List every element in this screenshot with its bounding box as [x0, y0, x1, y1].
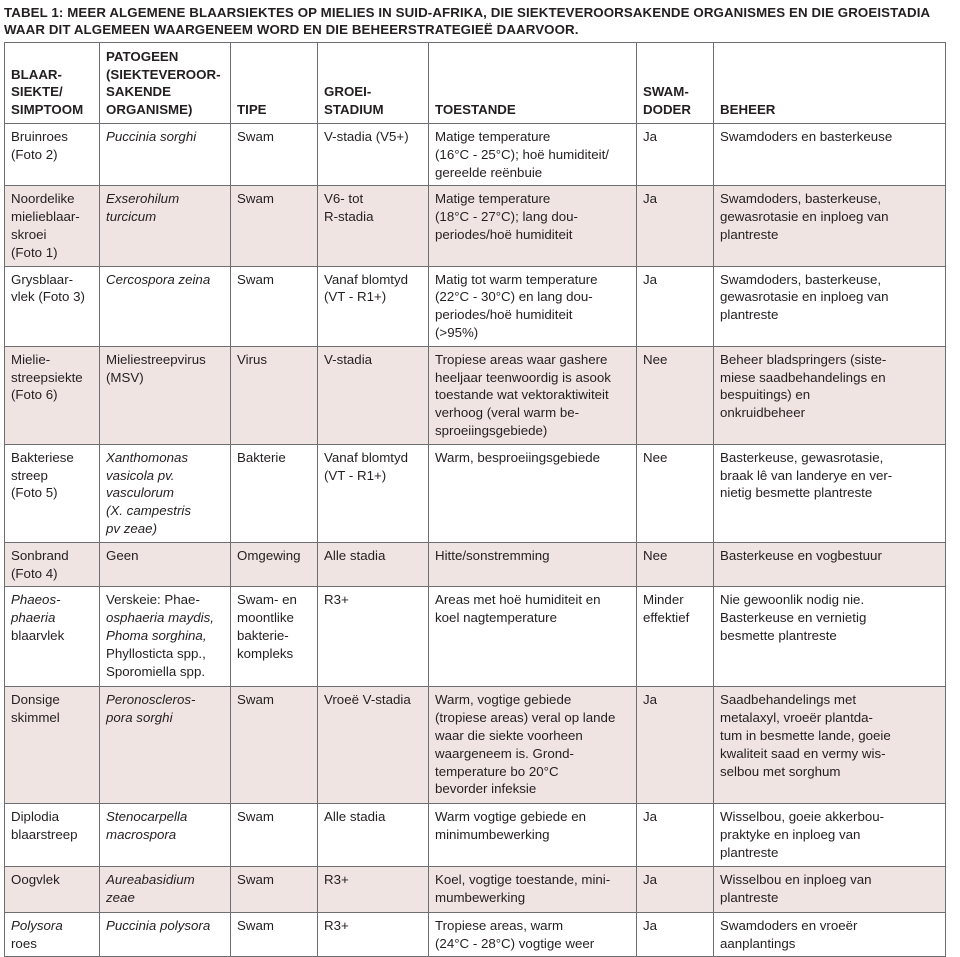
- cell-text: sproeiingsgebiede): [435, 422, 548, 438]
- cell-text: onkruidbeheer: [720, 405, 806, 421]
- header-text: SIEKTE/: [11, 84, 63, 100]
- cell-text: (VT - R1+): [324, 467, 387, 483]
- cell-text: Ja: [643, 271, 658, 287]
- cell-text: Xanthomonas: [106, 449, 189, 465]
- cell-text: gewasrotasie en inploeg van: [720, 289, 889, 305]
- cell-text: Basterkeuse en vogbestuur: [720, 547, 882, 563]
- cell-pathogen: [100, 866, 231, 912]
- cell-type: [231, 186, 318, 266]
- header-text: PATOGEEN: [106, 48, 179, 64]
- cell-text: osphaeria maydis,: [106, 610, 214, 626]
- cell-text: (24°C - 28°C) vogtige weer: [435, 935, 595, 951]
- cell-text: Warm, vogtige gebiede: [435, 692, 572, 708]
- cell-control: [714, 804, 946, 866]
- cell-text: Vroeë V-stadia: [324, 692, 411, 708]
- cell-fungicide: [637, 186, 714, 266]
- header-type: [231, 43, 318, 124]
- cell-fungicide: [637, 866, 714, 912]
- cell-text: braak lê van landerye en ver-: [720, 467, 893, 483]
- cell-text: vasicola pv.: [106, 467, 175, 483]
- cell-text: besmette plantreste: [720, 627, 837, 643]
- cell-text: Ja: [643, 917, 658, 933]
- cell-conditions: [429, 804, 637, 866]
- cell-pathogen: [100, 804, 231, 866]
- cell-text: Ja: [643, 191, 658, 207]
- cell-disease: [5, 866, 100, 912]
- cell-text: mumbewerking: [435, 889, 526, 905]
- cell-text: bevorder infeksie: [435, 781, 537, 797]
- cell-text: phaeria: [11, 610, 56, 626]
- cell-text: (VT - R1+): [324, 289, 387, 305]
- cell-text: Sporomiella spp.: [106, 663, 206, 679]
- cell-text: pora sorghi: [106, 710, 173, 726]
- cell-text: R3+: [324, 871, 349, 887]
- cell-text: plantreste: [720, 226, 779, 242]
- cell-stage: [318, 346, 429, 444]
- cell-control: [714, 266, 946, 346]
- cell-text: Virus: [237, 351, 268, 367]
- cell-text: Polysora: [11, 917, 63, 933]
- cell-text: Swam: [237, 871, 274, 887]
- table-row: [5, 124, 946, 186]
- cell-pathogen: [100, 266, 231, 346]
- cell-text: heeljaar teenwoordig is asook: [435, 369, 611, 385]
- cell-text: Cercospora zeina: [106, 271, 211, 287]
- cell-text: Phyllosticta spp.,: [106, 645, 206, 661]
- cell-text: V-stadia: [324, 351, 373, 367]
- cell-type: [231, 866, 318, 912]
- cell-pathogen: [100, 912, 231, 957]
- cell-text: Exserohilum: [106, 191, 180, 207]
- cell-text: gewasrotasie en inploeg van: [720, 209, 889, 225]
- cell-conditions: [429, 542, 637, 587]
- cell-text: Geen: [106, 547, 139, 563]
- cell-text: aanplantings: [720, 935, 796, 951]
- header-text: (SIEKTEVEROOR-: [106, 66, 221, 82]
- cell-text: Basterkeuse, gewasrotasie,: [720, 449, 884, 465]
- cell-text: turcicum: [106, 209, 157, 225]
- cell-text: Saadbehandelings met: [720, 692, 857, 708]
- cell-text: Vanaf blomtyd: [324, 449, 409, 465]
- cell-stage: [318, 266, 429, 346]
- cell-text: Ja: [643, 871, 658, 887]
- header-text: BLAAR-: [11, 66, 62, 82]
- cell-text: Tropiese areas waar gashere: [435, 351, 608, 367]
- cell-text: temperature bo 20°C: [435, 763, 559, 779]
- cell-text: koel nagtemperature: [435, 610, 557, 626]
- cell-conditions: [429, 687, 637, 804]
- cell-stage: [318, 804, 429, 866]
- cell-text: tum in besmette lande, goeie: [720, 727, 891, 743]
- cell-text: R-stadia: [324, 209, 374, 225]
- cell-text: Ja: [643, 809, 658, 825]
- cell-text: verhoog (veral warm be-: [435, 405, 580, 421]
- cell-pathogen: [100, 542, 231, 587]
- cell-text: Bruinroes: [11, 129, 68, 144]
- cell-text: Beheer bladspringers (siste-: [720, 351, 887, 367]
- table-header-row: [5, 43, 946, 124]
- cell-text: Warm vogtige gebiede en: [435, 809, 587, 825]
- cell-text: Swam: [237, 917, 274, 933]
- cell-disease: [5, 542, 100, 587]
- cell-disease: [5, 124, 100, 186]
- header-pathogen: [100, 43, 231, 124]
- cell-text: Swam- en: [237, 592, 297, 608]
- cell-type: [231, 587, 318, 687]
- header-fungicide: [637, 43, 714, 124]
- cell-text: (MSV): [106, 369, 144, 385]
- header-text: SWAM-: [643, 84, 689, 100]
- cell-stage: [318, 587, 429, 687]
- cell-disease: [5, 444, 100, 542]
- cell-text: vlek (Foto 3): [11, 289, 85, 305]
- cell-type: [231, 687, 318, 804]
- cell-disease: [5, 186, 100, 266]
- cell-conditions: [429, 124, 637, 186]
- cell-text: Peronoscleros-: [106, 692, 196, 708]
- cell-text: Wisselbou, goeie akkerbou-: [720, 809, 885, 825]
- cell-fungicide: [637, 124, 714, 186]
- cell-text: blaarvlek: [11, 627, 65, 643]
- cell-text: zeae: [106, 889, 135, 905]
- cell-text: vasculorum: [106, 485, 174, 501]
- table-row: [5, 542, 946, 587]
- cell-text: mielieblaar-: [11, 209, 80, 225]
- cell-text: Nee: [643, 351, 668, 367]
- cell-text: Basterkeuse en vernietig: [720, 610, 867, 626]
- cell-text: Verskeie: Phae-: [106, 592, 200, 608]
- cell-text: (18°C - 27°C); lang dou-: [435, 209, 578, 225]
- table-row: [5, 444, 946, 542]
- cell-control: [714, 124, 946, 186]
- cell-text: Bakterie: [237, 449, 286, 465]
- cell-text: moontlike: [237, 610, 294, 626]
- cell-text: streep: [11, 467, 48, 483]
- cell-text: waargeneem is. Grond-: [435, 745, 574, 761]
- cell-text: Warm, besproeiingsgebiede: [435, 449, 601, 465]
- cell-text: waar die siekte voorheen: [435, 727, 583, 743]
- cell-text: streepsiekte: [11, 369, 83, 385]
- cell-text: Matige temperature: [435, 129, 551, 144]
- cell-type: [231, 124, 318, 186]
- cell-text: praktyke en inploeg van: [720, 827, 861, 843]
- cell-text: (Foto 2): [11, 146, 58, 162]
- cell-text: nietig besmette plantreste: [720, 485, 873, 501]
- cell-control: [714, 444, 946, 542]
- cell-disease: [5, 912, 100, 957]
- cell-text: Donsige: [11, 692, 60, 708]
- cell-type: [231, 542, 318, 587]
- cell-text: Koel, vogtige toestande, mini-: [435, 871, 611, 887]
- cell-text: roes: [11, 935, 37, 951]
- cell-text: Nie gewoonlik nodig nie.: [720, 592, 865, 608]
- header-text: GROEI-: [324, 84, 372, 100]
- cell-text: minimumbewerking: [435, 827, 550, 843]
- cell-text: (Foto 6): [11, 387, 58, 403]
- cell-text: (Foto 1): [11, 244, 58, 260]
- cell-text: Swam: [237, 271, 274, 287]
- cell-text: Minder: [643, 592, 684, 608]
- header-text: STADIUM: [324, 102, 384, 118]
- cell-text: macrospora: [106, 827, 177, 843]
- cell-pathogen: [100, 186, 231, 266]
- cell-fungicide: [637, 912, 714, 957]
- cell-control: [714, 866, 946, 912]
- header-text: TOESTANDE: [435, 102, 516, 118]
- cell-disease: [5, 587, 100, 687]
- cell-text: Diplodia: [11, 809, 60, 825]
- header-text: SIMPTOOM: [11, 102, 84, 118]
- cell-conditions: [429, 444, 637, 542]
- header-disease: [5, 43, 100, 124]
- table-row: [5, 687, 946, 804]
- cell-fungicide: [637, 266, 714, 346]
- cell-text: R3+: [324, 917, 349, 933]
- cell-text: skimmel: [11, 710, 60, 726]
- cell-text: plantreste: [720, 844, 779, 860]
- table-row: [5, 587, 946, 687]
- cell-control: [714, 542, 946, 587]
- cell-text: bakterie-: [237, 627, 289, 643]
- header-text: SAKENDE: [106, 84, 172, 100]
- cell-text: Puccinia sorghi: [106, 129, 197, 144]
- table-row: [5, 804, 946, 866]
- cell-pathogen: [100, 587, 231, 687]
- cell-text: (22°C - 30°C) en lang dou-: [435, 289, 593, 305]
- cell-text: metalaxyl, vroeër plantda-: [720, 710, 873, 726]
- cell-control: [714, 687, 946, 804]
- cell-type: [231, 266, 318, 346]
- table-body: [5, 124, 946, 957]
- cell-fungicide: [637, 444, 714, 542]
- cell-text: Vanaf blomtyd: [324, 271, 409, 287]
- cell-control: [714, 912, 946, 957]
- cell-text: Matige temperature: [435, 191, 551, 207]
- cell-control: [714, 587, 946, 687]
- caption-line: TABEL 1: MEER ALGEMENE BLAARSIEKTES OP MIELIES IN SUID-AFRIKA, DIE SIEKTEVEROORSAKENDE ORGANISMES EN DIE GROEISTADIA: [4, 5, 931, 20]
- cell-text: Swam: [237, 129, 274, 144]
- cell-stage: [318, 186, 429, 266]
- cell-text: Tropiese areas, warm: [435, 917, 564, 933]
- table-row: [5, 866, 946, 912]
- cell-text: Swamdoders en basterkeuse: [720, 129, 893, 144]
- cell-disease: [5, 687, 100, 804]
- cell-text: periodes/hoë humiditeit: [435, 226, 573, 242]
- cell-stage: [318, 542, 429, 587]
- cell-pathogen: [100, 687, 231, 804]
- cell-stage: [318, 444, 429, 542]
- cell-text: Swamdoders, basterkeuse,: [720, 271, 882, 287]
- cell-text: selbou met sorghum: [720, 763, 841, 779]
- table-row: [5, 266, 946, 346]
- header-stage: [318, 43, 429, 124]
- cell-control: [714, 186, 946, 266]
- cell-stage: [318, 124, 429, 186]
- cell-type: [231, 804, 318, 866]
- header-text: DODER: [643, 102, 692, 118]
- cell-pathogen: [100, 444, 231, 542]
- cell-text: (Foto 4): [11, 565, 58, 581]
- cell-text: kompleks: [237, 645, 294, 661]
- cell-text: (X. campestris: [106, 503, 191, 519]
- cell-text: bespuitings) en: [720, 387, 811, 403]
- header-text: TIPE: [237, 102, 267, 118]
- cell-text: skroei: [11, 226, 47, 242]
- cell-text: periodes/hoë humiditeit: [435, 307, 573, 323]
- cell-text: Ja: [643, 692, 658, 708]
- cell-disease: [5, 346, 100, 444]
- cell-text: Noordelike: [11, 191, 75, 207]
- cell-control: [714, 346, 946, 444]
- cell-text: Nee: [643, 449, 668, 465]
- cell-conditions: [429, 866, 637, 912]
- cell-conditions: [429, 266, 637, 346]
- caption-line: WAAR DIT ALGEMEEN WAARGENEEM WORD EN DIE BEHEERSTRATEGIEË DAARVOOR.: [4, 22, 579, 37]
- cell-fungicide: [637, 687, 714, 804]
- header-control: [714, 43, 946, 124]
- cell-text: Stenocarpella: [106, 809, 188, 825]
- cell-type: [231, 912, 318, 957]
- cell-text: Grysblaar-: [11, 271, 74, 287]
- cell-text: R3+: [324, 592, 349, 608]
- cell-conditions: [429, 912, 637, 957]
- cell-fungicide: [637, 587, 714, 687]
- cell-type: [231, 346, 318, 444]
- cell-text: Swamdoders en vroeër: [720, 917, 858, 933]
- cell-pathogen: [100, 346, 231, 444]
- cell-conditions: [429, 587, 637, 687]
- table-row: [5, 912, 946, 957]
- cell-text: Mielie-: [11, 351, 51, 367]
- cell-conditions: [429, 346, 637, 444]
- table-caption: [4, 4, 944, 38]
- cell-text: plantreste: [720, 889, 779, 905]
- cell-text: blaarstreep: [11, 827, 78, 843]
- cell-stage: [318, 866, 429, 912]
- cell-text: Bakteriese: [11, 449, 74, 465]
- cell-text: Sonbrand: [11, 547, 69, 563]
- cell-text: Omgewing: [237, 547, 301, 563]
- cell-type: [231, 444, 318, 542]
- cell-text: Phoma sorghina,: [106, 627, 207, 643]
- cell-disease: [5, 266, 100, 346]
- cell-conditions: [429, 186, 637, 266]
- cell-text: Swam: [237, 809, 274, 825]
- cell-text: Wisselbou en inploeg van: [720, 871, 872, 887]
- cell-text: Aureabasidium: [106, 871, 195, 887]
- cell-text: Alle stadia: [324, 547, 386, 563]
- cell-text: Swamdoders, basterkeuse,: [720, 191, 882, 207]
- header-conditions: [429, 43, 637, 124]
- cell-text: (Foto 5): [11, 485, 58, 501]
- cell-text: Alle stadia: [324, 809, 386, 825]
- cell-fungicide: [637, 346, 714, 444]
- leaf-disease-table: [4, 42, 946, 957]
- cell-text: Ja: [643, 129, 658, 144]
- cell-text: plantreste: [720, 307, 779, 323]
- cell-text: pv zeae): [106, 520, 157, 536]
- cell-fungicide: [637, 542, 714, 587]
- cell-text: (16°C - 25°C); hoë humiditeit/: [435, 146, 609, 162]
- cell-stage: [318, 687, 429, 804]
- cell-disease: [5, 804, 100, 866]
- cell-text: Hitte/sonstremming: [435, 547, 550, 563]
- cell-text: miese saadbehandelings en: [720, 369, 886, 385]
- cell-text: Phaeos-: [11, 592, 61, 608]
- cell-text: toestande wat vektoraktiwiteit: [435, 387, 609, 403]
- cell-text: (>95%): [435, 324, 479, 340]
- cell-text: gereelde reënbuie: [435, 164, 543, 180]
- cell-text: (tropiese areas) veral op lande: [435, 710, 616, 726]
- cell-text: kwaliteit saad en vermy wis-: [720, 745, 886, 761]
- cell-text: Swam: [237, 191, 274, 207]
- table-row: [5, 186, 946, 266]
- cell-text: V-stadia (V5+): [324, 129, 409, 144]
- cell-text: effektief: [643, 610, 690, 626]
- cell-text: Swam: [237, 692, 274, 708]
- cell-text: V6- tot: [324, 191, 364, 207]
- header-text: BEHEER: [720, 102, 776, 118]
- cell-stage: [318, 912, 429, 957]
- cell-text: Areas met hoë humiditeit en: [435, 592, 601, 608]
- cell-text: Mieliestreepvirus: [106, 351, 206, 367]
- cell-text: Puccinia polysora: [106, 917, 211, 933]
- cell-text: Nee: [643, 547, 668, 563]
- table-row: [5, 346, 946, 444]
- cell-fungicide: [637, 804, 714, 866]
- cell-text: Matig tot warm temperature: [435, 271, 598, 287]
- cell-pathogen: [100, 124, 231, 186]
- cell-text: Oogvlek: [11, 871, 60, 887]
- header-text: ORGANISME): [106, 102, 193, 118]
